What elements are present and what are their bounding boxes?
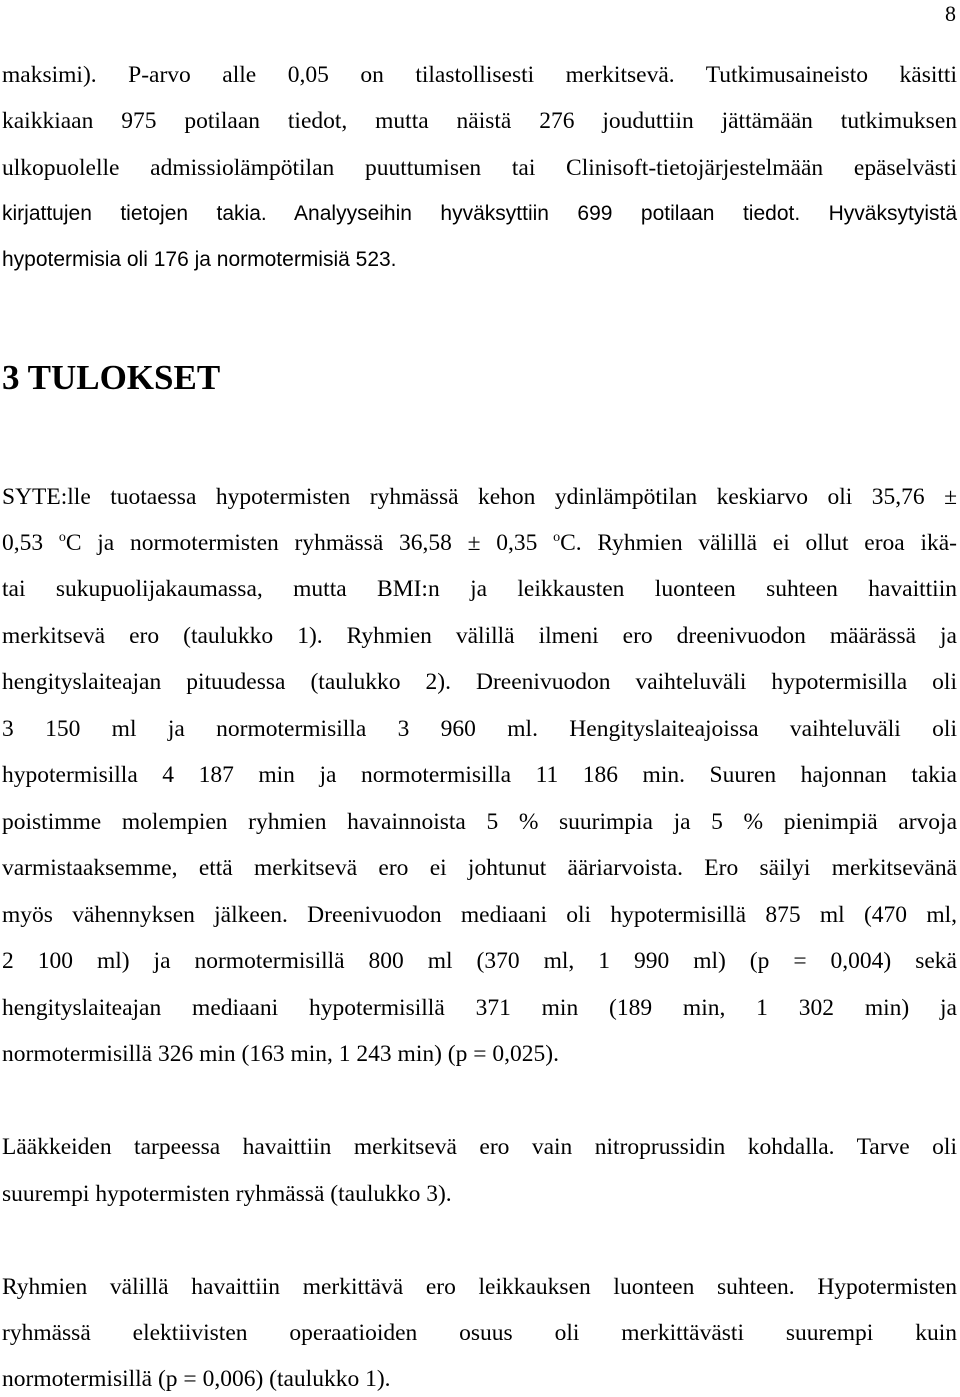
- results-line-2-part-b: C ja normotermisten ryhmässä 36,58 ± 0,35: [65, 530, 554, 556]
- medication-line-1: Lääkkeiden tarpeessa havaittiin merkitsevä ero vain nitroprussidin kohdalla. Tarve oli: [2, 1134, 957, 1160]
- page-number: 8: [945, 1, 956, 26]
- surgery-line-2: ryhmässä elektiivisten operaatioiden osuus oli merkittävästi suurempi kuin: [2, 1320, 957, 1346]
- intro-line-3: ulkopuolelle admissiolämpötilan puuttumisen tai Clinisoft-tietojärjestelmään epäselvästi: [2, 155, 957, 181]
- intro-line-5: hypotermisia oli 176 ja normotermisiä 523.: [2, 248, 397, 271]
- results-line-2-part-a: 0,53: [2, 530, 59, 556]
- results-line-2-part-c: C. Ryhmien välillä ei ollut eroa ikä-: [560, 530, 957, 556]
- intro-line-1: maksimi). P-arvo alle 0,05 on tilastollisesti merkitsevä. Tutkimusaineisto käsitti: [2, 62, 957, 88]
- results-line-10: myös vähennyksen jälkeen. Dreenivuodon mediaani oli hypotermisillä 875 ml (470 ml,: [2, 902, 957, 928]
- results-line-13: normotermisillä 326 min (163 min, 1 243 min) (p = 0,025).: [2, 1041, 559, 1067]
- results-line-7: hypotermisilla 4 187 min ja normotermisilla 11 186 min. Suuren hajonnan takia: [2, 762, 957, 788]
- degree-symbol-1: o: [58, 530, 66, 545]
- results-line-5: hengityslaiteajan pituudessa (taulukko 2). Dreenivuodon vaihteluväli hypotermisilla oli: [2, 669, 957, 695]
- results-line-12: hengityslaiteajan mediaani hypotermisillä 371 min (189 min, 1 302 min) ja: [2, 995, 957, 1021]
- section-heading: 3 TULOKSET: [2, 358, 221, 397]
- degree-symbol-2: o: [553, 530, 561, 545]
- results-line-2: [2, 528, 957, 558]
- results-line-3: tai sukupuolijakaumassa, mutta BMI:n ja leikkausten luonteen suhteen havaittiin: [2, 576, 957, 602]
- medication-line-2: suurempi hypotermisten ryhmässä (taulukko 3).: [2, 1181, 452, 1207]
- results-line-6: 3 150 ml ja normotermisilla 3 960 ml. Hengityslaiteajoissa vaihteluväli oli: [2, 716, 957, 742]
- results-line-11: 2 100 ml) ja normotermisillä 800 ml (370 ml, 1 990 ml) (p = 0,004) sekä: [2, 948, 957, 974]
- results-line-9: varmistaaksemme, että merkitsevä ero ei johtunut ääriarvoista. Ero säilyi merkitsevänä: [2, 855, 957, 881]
- intro-line-2: kaikkiaan 975 potilaan tiedot, mutta näistä 276 jouduttiin jättämään tutkimuksen: [2, 108, 957, 134]
- results-line-4: merkitsevä ero (taulukko 1). Ryhmien välillä ilmeni ero dreenivuodon määrässä ja: [2, 623, 957, 649]
- results-line-8: poistimme molempien ryhmien havainnoista 5 % suurimpia ja 5 % pienimpiä arvoja: [2, 809, 957, 835]
- surgery-line-3: normotermisillä (p = 0,006) (taulukko 1).: [2, 1366, 391, 1392]
- results-line-1: SYTE:lle tuotaessa hypotermisten ryhmässä kehon ydinlämpötilan keskiarvo oli 35,76 ±: [2, 484, 957, 510]
- surgery-line-1: Ryhmien välillä havaittiin merkittävä ero leikkauksen luonteen suhteen. Hypotermisten: [2, 1274, 957, 1300]
- intro-line-4: kirjattujen tietojen takia. Analyyseihin hyväksyttiin 699 potilaan tiedot. Hyväksytyistä: [2, 202, 957, 225]
